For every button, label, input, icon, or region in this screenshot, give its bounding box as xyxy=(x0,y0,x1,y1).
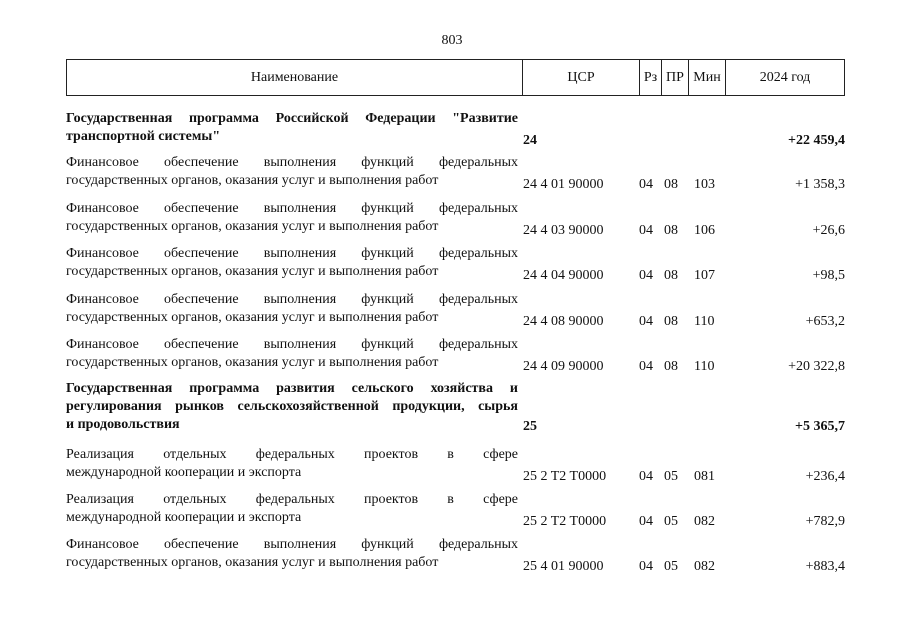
row-rz: 04 xyxy=(639,559,653,574)
header-min: Мин xyxy=(689,60,726,95)
row-amount: +1 358,3 xyxy=(795,177,845,192)
table-row xyxy=(66,491,845,531)
row-name-line: Финансовое обеспечение выполнения функций федеральных xyxy=(66,337,518,352)
row-name-line: Государственная программа Российской Федерации "Развитие xyxy=(66,111,518,126)
row-pr: 05 xyxy=(664,469,678,484)
row-name xyxy=(66,491,518,527)
row-name-line: государственных органов, оказания услуг и выполнения работ xyxy=(66,555,439,570)
row-rz: 04 xyxy=(639,359,653,374)
row-name-line: международной кооперации и экспорта xyxy=(66,465,302,480)
table-row xyxy=(66,536,845,576)
row-name-line: Финансовое обеспечение выполнения функций федеральных xyxy=(66,537,518,552)
row-name-line: государственных органов, оказания услуг и выполнения работ xyxy=(66,310,439,325)
row-name-line: регулирования рынков сельскохозяйственной продукции, сырья xyxy=(66,399,518,414)
table-row xyxy=(66,245,845,285)
row-name xyxy=(66,380,518,434)
row-amount: +22 459,4 xyxy=(788,133,845,148)
row-csr: 25 4 01 90000 xyxy=(523,559,604,574)
row-csr: 24 4 01 90000 xyxy=(523,177,604,192)
row-min: 082 xyxy=(694,514,715,529)
table-row-program-25 xyxy=(66,380,845,436)
row-csr: 24 4 09 90000 xyxy=(523,359,604,374)
row-name xyxy=(66,245,518,281)
row-name xyxy=(66,536,518,572)
row-min: 110 xyxy=(694,314,715,329)
row-name xyxy=(66,446,518,482)
page-number: 803 xyxy=(441,33,463,48)
table-row xyxy=(66,291,845,331)
row-name-line: Финансовое обеспечение выполнения функций федеральных xyxy=(66,155,518,170)
table-row xyxy=(66,336,845,376)
row-name-line: государственных органов, оказания услуг и выполнения работ xyxy=(66,219,439,234)
header-name: Наименование xyxy=(67,60,523,95)
row-name-line: международной кооперации и экспорта xyxy=(66,510,302,525)
row-name-line: Реализация отдельных федеральных проектов в сфере xyxy=(66,492,518,507)
row-amount: +98,5 xyxy=(812,268,845,283)
table-row-program-24 xyxy=(66,110,845,150)
row-pr: 08 xyxy=(664,314,678,329)
row-csr: 25 2 T2 T0000 xyxy=(523,469,607,484)
table-row xyxy=(66,446,845,486)
row-rz: 04 xyxy=(639,268,653,283)
row-csr: 25 xyxy=(523,419,537,434)
row-rz: 04 xyxy=(639,223,653,238)
row-min: 103 xyxy=(694,177,715,192)
row-csr: 24 4 04 90000 xyxy=(523,268,604,283)
row-csr: 24 4 08 90000 xyxy=(523,314,604,329)
row-min: 110 xyxy=(694,359,715,374)
row-name xyxy=(66,110,518,146)
row-pr: 08 xyxy=(664,268,678,283)
row-rz: 04 xyxy=(639,514,653,529)
row-name xyxy=(66,336,518,372)
row-name-line: транспортной системы" xyxy=(66,129,221,144)
row-pr: 05 xyxy=(664,514,678,529)
table-row xyxy=(66,154,845,194)
row-amount: +20 322,8 xyxy=(788,359,845,374)
row-name-line: государственных органов, оказания услуг и выполнения работ xyxy=(66,173,439,188)
header-year: 2024 год xyxy=(759,69,811,85)
row-min: 106 xyxy=(694,223,715,238)
header-csr: ЦСР xyxy=(523,60,640,95)
row-pr: 08 xyxy=(664,177,678,192)
row-csr: 24 xyxy=(523,133,537,148)
row-name-line: Финансовое обеспечение выполнения функций федеральных xyxy=(66,246,518,261)
header-rz: Рз xyxy=(640,60,662,95)
row-pr: 08 xyxy=(664,223,678,238)
row-rz: 04 xyxy=(639,469,653,484)
row-min: 082 xyxy=(694,559,715,574)
row-name-line: Государственная программа развития сельского хозяйства и xyxy=(66,381,518,396)
row-amount: +236,4 xyxy=(805,469,845,484)
table-header xyxy=(66,59,845,96)
row-amount: +653,2 xyxy=(805,314,845,329)
row-pr: 05 xyxy=(664,559,678,574)
row-name-line: государственных органов, оказания услуг и выполнения работ xyxy=(66,355,439,370)
row-name xyxy=(66,291,518,327)
row-amount: +26,6 xyxy=(812,223,845,238)
row-name-line: и продовольствия xyxy=(66,417,180,432)
row-csr: 25 2 T2 T0000 xyxy=(523,514,607,529)
row-rz: 04 xyxy=(639,177,653,192)
row-rz: 04 xyxy=(639,314,653,329)
row-amount: +883,4 xyxy=(805,559,845,574)
row-min: 081 xyxy=(694,469,715,484)
row-name-line: Финансовое обеспечение выполнения функций федеральных xyxy=(66,201,518,216)
row-name xyxy=(66,154,518,190)
row-amount: +5 365,7 xyxy=(795,419,845,434)
header-pr: ПР xyxy=(662,60,689,95)
row-name-line: государственных органов, оказания услуг и выполнения работ xyxy=(66,264,439,279)
row-csr: 24 4 03 90000 xyxy=(523,223,604,238)
table-row xyxy=(66,200,845,240)
row-min: 107 xyxy=(694,268,715,283)
row-name-line: Финансовое обеспечение выполнения функций федеральных xyxy=(66,292,518,307)
row-amount: +782,9 xyxy=(805,514,845,529)
row-name-line: Реализация отдельных федеральных проектов в сфере xyxy=(66,447,518,462)
row-pr: 08 xyxy=(664,359,678,374)
row-name xyxy=(66,200,518,236)
